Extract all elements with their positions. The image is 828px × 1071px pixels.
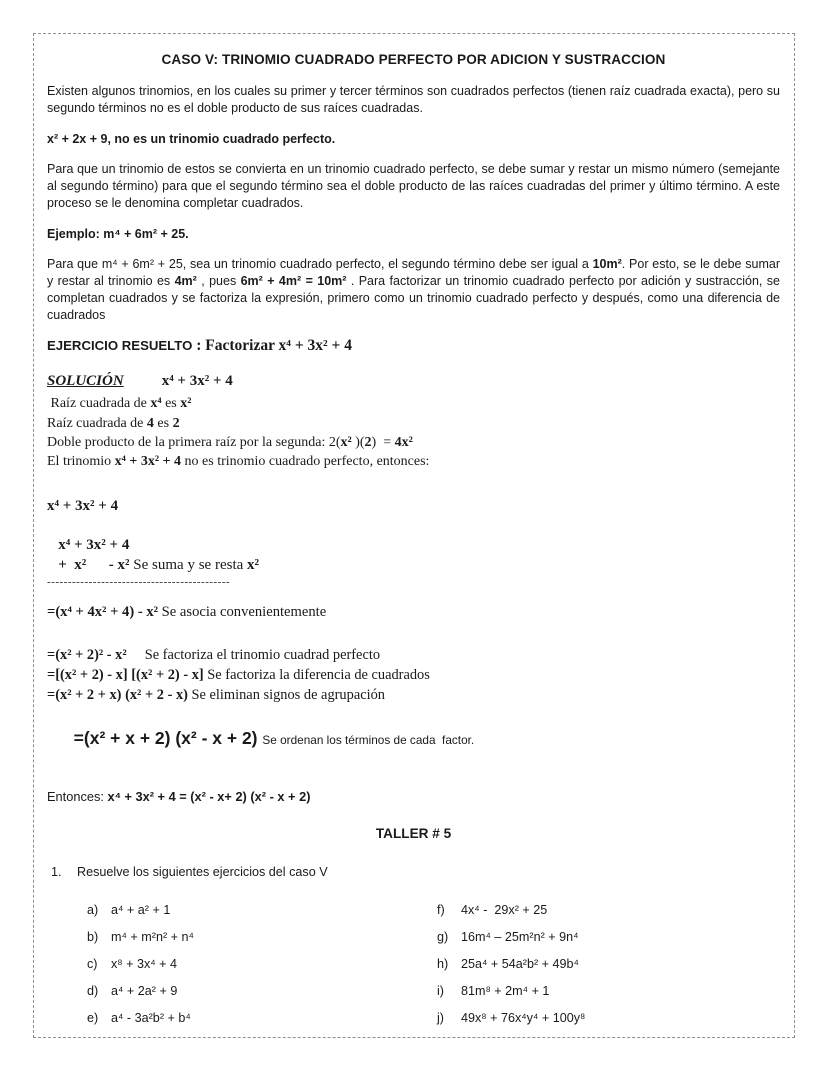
solution-step-double-product: Doble producto de la primera raíz por la segunda: 2(x² )(2) = 4x² — [47, 434, 413, 450]
factor-step-perfect-trinomial: =(x² + 2)² - x² Se factoriza el trinomio cuadrad perfecto — [47, 647, 381, 664]
solution-heading-row — [47, 373, 780, 390]
exercise-expression: x⁸ + 3x⁴ + 4 — [111, 956, 178, 971]
work-add-subtract-line: + x² - x² Se suma y se resta x² — [47, 556, 260, 573]
exercise-expression: a⁴ + a² + 1 — [111, 902, 171, 917]
solution-step-root2: Raíz cuadrada de 4 es 2 — [47, 415, 180, 431]
exercise-label: a) — [87, 902, 99, 917]
dashed-border-sheet — [33, 33, 795, 1038]
final-factorization-line — [47, 710, 780, 767]
nonperfect-trinomial-example: x² + 2x + 9, no es un trinomio cuadrado perfecto. — [47, 131, 336, 146]
exercise-grid — [87, 897, 780, 1032]
exercise-label: g) — [437, 929, 449, 944]
solved-exercise-label: EJERCICIO RESUELTO — [47, 338, 193, 354]
example-explanation-paragraph: Para que m⁴ + 6m² + 25, sea un trinomio cuadrado perfecto, el segundo término debe ser igual a 10m². Por esto, se le debe sumar y restar al trinomio es 4m² , pues 6m² + 4m² = 10m² . Para factorizar un trinomio cuadrado perfecto por adición y sustracción, se completan cuadrados y se factoriza la expresión, primero como un trinomio cuadrado perfecto y después, como una diferencia de cuadrados — [47, 257, 780, 322]
exercise-item-d — [87, 978, 437, 1005]
work-trinomial-line: x⁴ + 3x² + 4 — [47, 536, 130, 553]
exercise-expression: 25a⁴ + 54a²b² + 49b⁴ — [461, 956, 579, 971]
trinomial-expression: x⁴ + 3x² + 4 — [47, 497, 119, 514]
workshop-instruction — [51, 865, 780, 879]
exercise-item-h — [437, 951, 579, 978]
exercise-label: f) — [437, 902, 445, 917]
exercise-row — [87, 1005, 780, 1032]
solution-step-root1: Raíz cuadrada de x⁴ es x² — [47, 396, 192, 412]
result-summary-line: Entonces: x⁴ + 3x² + 4 = (x² - x+ 2) (x² - x + 2) — [47, 788, 311, 804]
exercise-expression: m⁴ + m²n² + n⁴ — [111, 929, 194, 944]
solution-label: SOLUCIÓN — [47, 373, 124, 390]
final-factorization-note: Se ordenan los términos de cada factor. — [262, 732, 475, 747]
solution-step-conclusion: El trinomio x⁴ + 3x² + 4 no es trinomio cuadrado perfecto, entonces: — [47, 454, 430, 470]
exercise-label: i) — [437, 983, 444, 998]
exercise-item-e — [87, 1005, 437, 1032]
solved-exercise-heading — [47, 337, 780, 355]
exercise-label: e) — [87, 1010, 99, 1025]
exercise-item-f — [437, 897, 547, 924]
exercise-expression: 4x⁴ - 29x² + 25 — [461, 902, 548, 917]
exercise-expression: 81m⁸ + 2m⁴ + 1 — [461, 983, 550, 998]
exercise-item-i — [437, 978, 549, 1005]
workshop-item-text: Resuelve los siguientes ejercicios del caso V — [77, 864, 328, 879]
solution-heading-expression: x⁴ + 3x² + 4 — [161, 373, 233, 390]
exercise-item-a — [87, 897, 437, 924]
exercise-item-j — [437, 1005, 585, 1032]
dashed-rule: -------------------------------------------- — [47, 576, 231, 588]
factorization-steps — [47, 646, 780, 706]
association-step: =(x⁴ + 4x² + 4) - x² Se asocia convenientemente — [47, 604, 327, 620]
exercise-row — [87, 978, 780, 1005]
exercise-label: c) — [87, 956, 98, 971]
exercise-label: b) — [87, 929, 99, 944]
exercise-item-c — [87, 951, 437, 978]
workshop-item-number: 1. — [51, 864, 62, 879]
exercise-label: d) — [87, 983, 99, 998]
factor-step-difference-squares: =[(x² + 2) - x] [(x² + 2) - x] Se factoriza la diferencia de cuadrados — [47, 667, 430, 683]
example-heading: Ejemplo: m⁴ + 6m² + 25. — [47, 226, 189, 241]
exercise-row — [87, 924, 780, 951]
exercise-item-b — [87, 924, 437, 951]
exercise-expression: 16m⁴ – 25m²n² + 9n⁴ — [461, 929, 579, 944]
final-factorization-expression: =(x² + x + 2) (x² - x + 2) — [73, 727, 263, 748]
exercise-row — [87, 951, 780, 978]
exercise-item-g — [437, 924, 579, 951]
exercise-row — [87, 897, 780, 924]
solved-exercise-expression: : Factorizar x⁴ + 3x² + 4 — [192, 337, 353, 355]
exercise-label: j) — [437, 1010, 444, 1025]
exercise-expression: 49x⁸ + 76x⁴y⁴ + 100y⁸ — [461, 1010, 586, 1025]
workshop-heading: TALLER # 5 — [375, 825, 452, 841]
page-title: CASO V: TRINOMIO CUADRADO PERFECTO POR ADICION Y SUSTRACCION — [161, 52, 666, 67]
intro-paragraph: Existen algunos trinomios, en los cuales su primer y tercer términos son cuadrados perfectos (tienen raíz cuadrada exacta), pero su segundo términos no es el doble producto de sus raíces cuadradas. — [47, 84, 780, 115]
exercise-expression: a⁴ - 3a²b² + b⁴ — [111, 1010, 191, 1025]
exercise-label: h) — [437, 956, 449, 971]
exercise-expression: a⁴ + 2a² + 9 — [111, 983, 178, 998]
explanation-paragraph: Para que un trinomio de estos se convierta en un trinomio cuadrado perfecto, se debe sumar y restar un mismo número (semejante al segundo término) para que el segundo término sea el doble producto de las raíces cuadradas del primer y último término. A este proceso se le denomina completar cuadrados. — [47, 162, 780, 210]
factor-step-remove-grouping: =(x² + 2 + x) (x² + 2 - x) Se eliminan signos de agrupación — [47, 686, 385, 703]
